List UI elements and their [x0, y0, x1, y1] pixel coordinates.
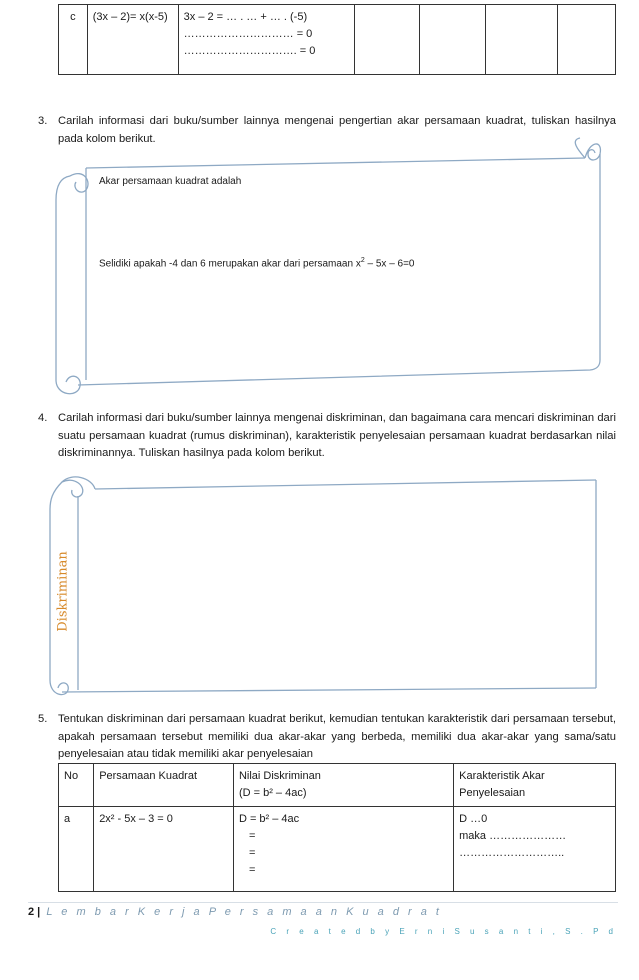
- header-line: Karakteristik Akar: [459, 770, 545, 782]
- question-number: 4.: [38, 412, 48, 424]
- equation-cell: (3x – 2)= x(x-5): [87, 5, 178, 75]
- scroll-line-2-suffix: – 5x – 6=0: [364, 258, 415, 270]
- question-text: Carilah informasi dari buku/sumber lainnya mengenai pengertian akar persamaan kuadrat, tuliskan hasilnya pada kolom berikut.: [58, 115, 616, 145]
- footer-credit: C r e a t e d b y E r n i S u s a n t i , S . P d: [270, 927, 617, 936]
- work-line: 3x – 2 = … . … + … . (-5): [183, 11, 308, 23]
- table-row: [59, 807, 616, 892]
- row-equation: 2x² - 5x – 3 = 0: [94, 807, 234, 892]
- scroll-line-1: Akar persamaan kuadrat adalah: [99, 176, 242, 187]
- document-title: L e m b a r K e r j a P e r s a m a a n K u a d r a t: [46, 906, 442, 918]
- header-line: Penyelesaian: [459, 787, 526, 799]
- table-row: [59, 5, 616, 75]
- work-line: D …0: [459, 813, 488, 825]
- question-text: Tentukan diskriminan dari persamaan kuadrat berikut, kemudian tentukan karakteristik dari persamaan tersebut, apakah persamaan tersebut memiliki dua akar-akar yang berbeda, memiliki dua akar-akar yang sama/satu penyelesaian atau tidak memiliki akar penyelesaian: [58, 713, 616, 760]
- work-line: =: [248, 864, 256, 876]
- work-line: D = b² – 4ac: [238, 813, 300, 825]
- empty-cell: [355, 5, 420, 75]
- header-equation: Persamaan Kuadrat: [94, 764, 234, 807]
- row-discriminant: [233, 807, 453, 892]
- work-line: =: [248, 830, 256, 842]
- scroll-line-2-prefix: Selidiki apakah -4 dan 6 merupakan akar dari persamaan x: [99, 258, 361, 270]
- header-line: Nilai Diskriminan: [238, 770, 321, 782]
- work-line: ………………………..: [459, 847, 565, 859]
- top-table: [58, 4, 616, 75]
- header-no: No: [59, 764, 94, 807]
- row-no: a: [59, 807, 94, 892]
- header-discriminant: [233, 764, 453, 807]
- vertical-title-text: Diskriminan: [55, 551, 71, 632]
- discriminant-table: [58, 763, 616, 892]
- empty-cell: [486, 5, 558, 75]
- vertical-title: [53, 522, 73, 632]
- empty-cell: [420, 5, 486, 75]
- footer-divider: [28, 902, 618, 903]
- header-line: (D = b² – 4ac): [238, 787, 307, 799]
- footer-title: [28, 906, 442, 918]
- superscript: 2: [360, 257, 365, 264]
- row-characteristic: [454, 807, 616, 892]
- work-line: ………………………… = 0: [183, 28, 313, 40]
- work-line: …………………………. = 0: [183, 45, 316, 57]
- work-line: maka …………………: [459, 830, 567, 842]
- page-number: 2 |: [28, 906, 41, 918]
- scroll-line-2: [99, 257, 415, 269]
- question-text: Carilah informasi dari buku/sumber lainnya mengenai diskriminan, dan bagaimana cara mencari diskriminan dari suatu persamaan kuadrat (rumus diskriminan), karakteristik penyelesaian persamaan kuadrat berdasarkan nilai diskriminannya. Tuliskan hasilnya pada kolom berikut.: [58, 412, 616, 459]
- work-line: =: [248, 847, 256, 859]
- question-number: 3.: [38, 115, 48, 127]
- empty-cell: [558, 5, 616, 75]
- row-label: c: [59, 5, 88, 75]
- question-number: 5.: [38, 713, 48, 725]
- header-characteristic: [454, 764, 616, 807]
- work-cell: [178, 5, 355, 75]
- table-header-row: [59, 764, 616, 807]
